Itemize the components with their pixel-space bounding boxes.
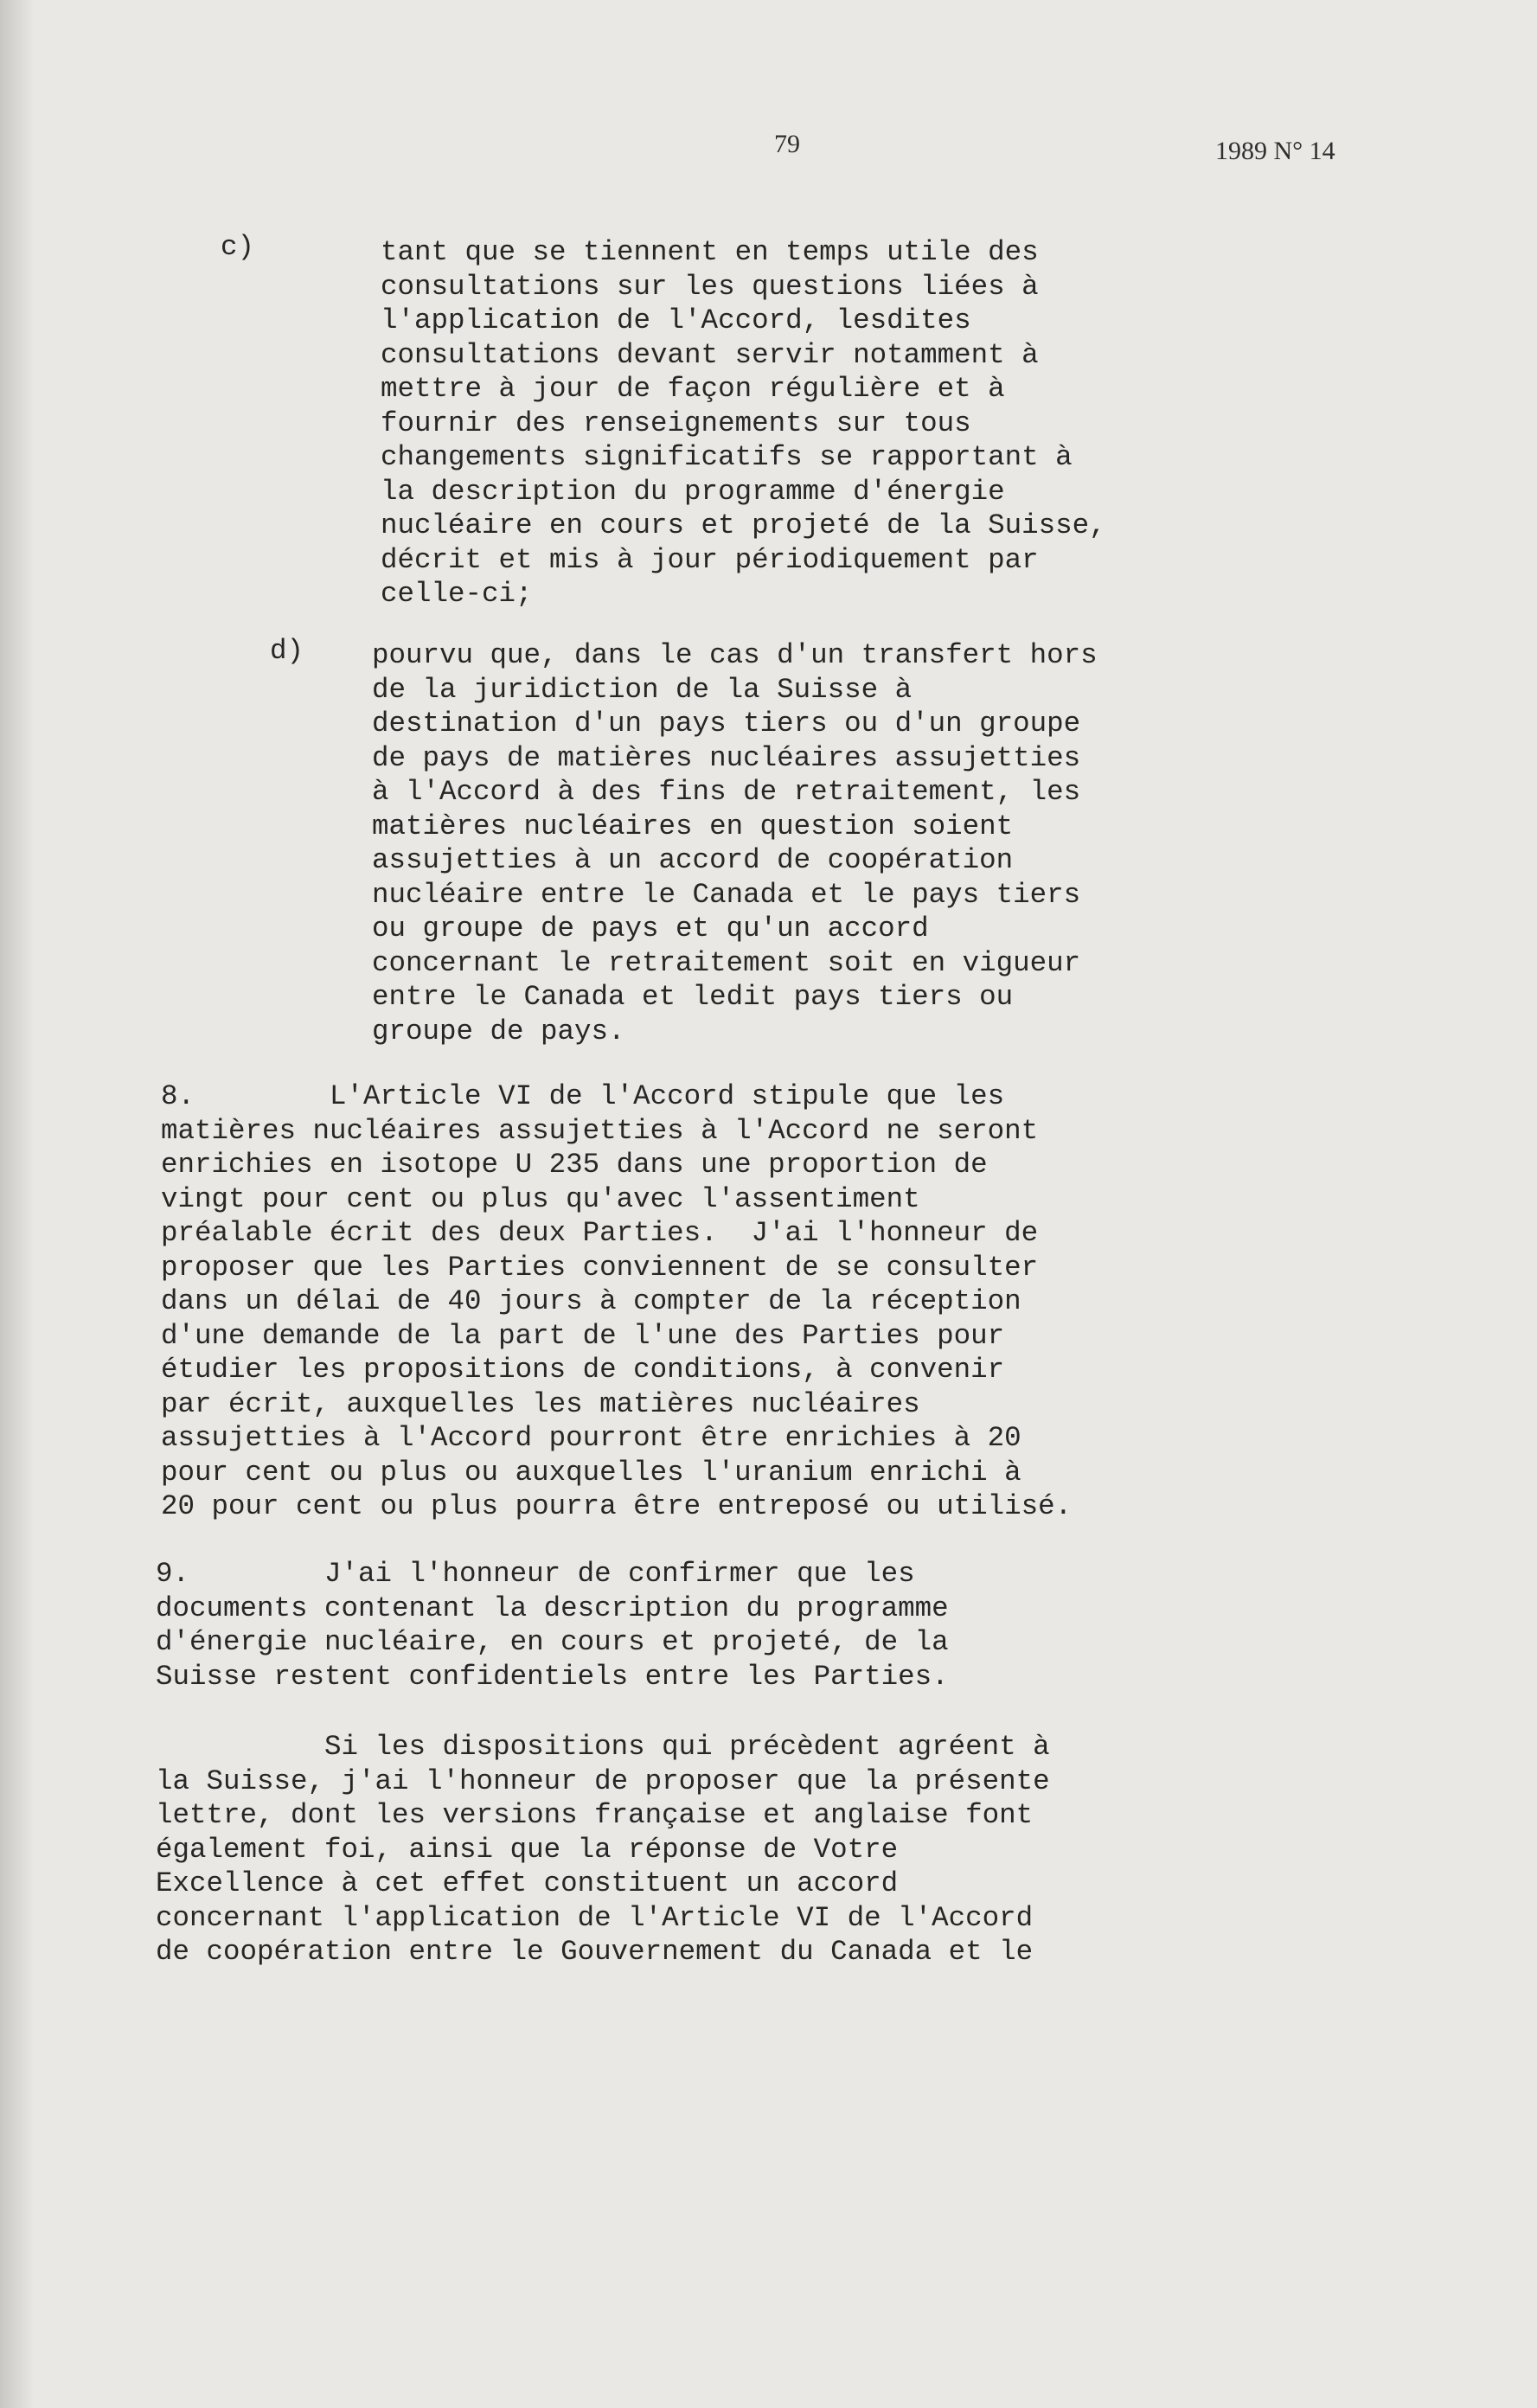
paragraph-8: 8. L'Article VI de l'Accord stipule que les matières nucléaires assujetties à l'Accord ne seront enrichies en isotope U 235 dans une proportion de vingt pour cent ou plus qu'avec l'assentiment préalable écrit des deux Parties. J'ai l'honneur de proposer que les Parties conviennent de se consulter dans un délai de 40 jours à compter de la réception d'une demande de la part de l'une des Parties pour étudier les propositions de conditions, à convenir par écrit, auxquelles les matières nucléaires assujetties à l'Accord pourront être enrichies à 20 pour cent ou plus ou auxquelles l'uranium enrichi à 20 pour cent ou plus pourra être entreposé ou utilisé. [161,1080,1073,1522]
item-label-d: d) [270,635,304,667]
page-number: 79 [774,130,800,158]
item-text-d: pourvu que, dans le cas d'un transfert hors de la juridiction de la Suisse à destination d'un pays tiers ou d'un groupe de pays de matières nucléaires assujetties à l'Accord à des fins de retraitement, les matières nucléaires en question soient assujetties à un accord de coopération nucléaire entre le Canada et le pays tiers ou groupe de pays et qu'un accord concernant le retraitement soit en vigueur entre le Canada et ledit pays tiers ou groupe de pays. [372,639,1098,1047]
item-label-c: c) [221,231,255,263]
closing-paragraph: Si les dispositions qui précèdent agréent à la Suisse, j'ai l'honneur de proposer que la présente lettre, dont les versions française et anglaise font également foi, ainsi que la réponse de Votre Excellence à cet effet constituent un accord concernant l'application de l'Article VI de l'Accord de coopération entre le Gouvernement du Canada et le [156,1731,1050,1968]
item-text-c: tant que se tiennent en temps utile des consultations sur les questions liées à l'application de l'Accord, lesdites consultations devant servir notamment à mettre à jour de façon régulière et à fournir des renseignements sur tous changements significatifs se rapportant à la description du programme d'énergie nucléaire en cours et projeté de la Suisse, décrit et mis à jour périodiquement par celle-ci; [381,236,1106,610]
paragraph-9: 9. J'ai l'honneur de confirmer que les documents contenant la description du programme d'énergie nucléaire, en cours et projeté, de la Suisse restent confidentiels entre les Parties. [156,1558,949,1693]
page-edge-shadow [0,0,35,2408]
issue-reference: 1989 N° 14 [1215,137,1335,165]
